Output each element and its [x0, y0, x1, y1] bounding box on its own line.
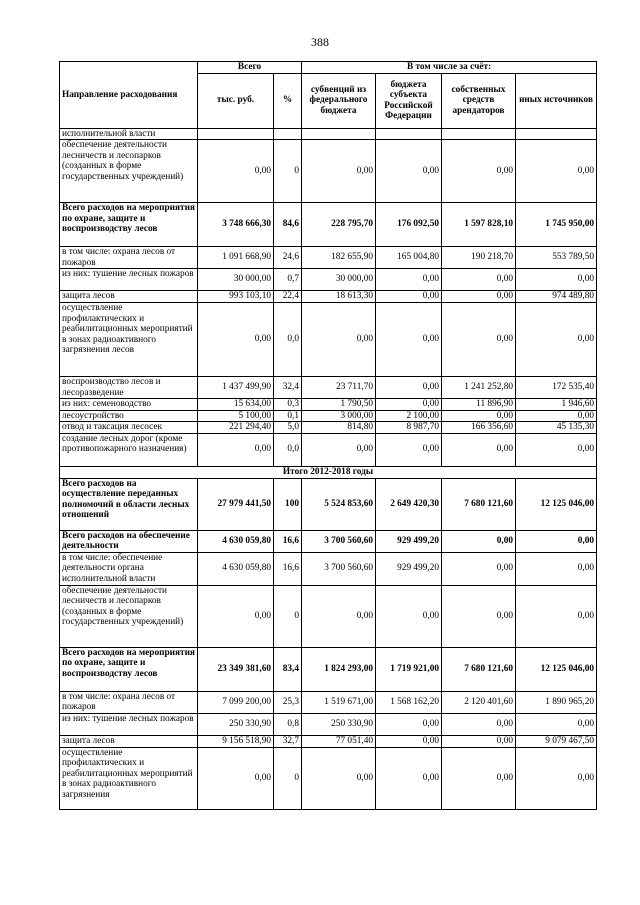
cell-total-percent: 0,7	[274, 269, 302, 291]
cell-tenants: 0,00	[442, 410, 516, 422]
cell-total-percent	[274, 128, 302, 140]
cell-total-percent: 32,4	[274, 377, 302, 399]
page-number: 388	[311, 35, 329, 49]
cell-total-thous-rub: 30 000,00	[198, 269, 274, 291]
cell-other	[516, 128, 597, 140]
cell-total-percent: 0,8	[274, 713, 302, 735]
cell-subject: 0,00	[376, 269, 442, 291]
cell-federal: 228 795,70	[302, 203, 376, 247]
row-label: создание лесных дорог (кроме противопожарного назначения)	[60, 433, 198, 466]
cell-total-percent: 16,6	[274, 530, 302, 552]
row-label: Всего расходов на осуществление переданных полномочий в области лесных отношений	[60, 478, 198, 530]
cell-tenants: 7 680 121,60	[442, 478, 516, 530]
cell-subject: 165 004,80	[376, 247, 442, 269]
cell-tenants: 7 680 121,60	[442, 647, 516, 691]
cell-tenants: 0,00	[442, 291, 516, 303]
cell-other: 45 135,30	[516, 422, 597, 434]
row-label: в том числе: обеспечение деятельности органа исполнительной власти	[60, 552, 198, 585]
header-thous-rub: тыс. руб.	[198, 73, 274, 128]
cell-total-thous-rub: 1 437 499,90	[198, 377, 274, 399]
header-direction: Направление расходования	[60, 62, 198, 129]
cell-total-percent: 0,0	[274, 433, 302, 466]
cell-tenants: 190 218,70	[442, 247, 516, 269]
row-label: защита лесов	[60, 735, 198, 747]
cell-total-thous-rub: 0,00	[198, 747, 274, 809]
cell-tenants: 0,00	[442, 269, 516, 291]
table-body-after-section	[60, 478, 597, 809]
cell-total-thous-rub: 7 099 200,00	[198, 691, 274, 713]
cell-subject: 0,00	[376, 713, 442, 735]
table-row	[60, 399, 597, 411]
cell-federal: 23 711,70	[302, 377, 376, 399]
table-row	[60, 735, 597, 747]
cell-other: 0,00	[516, 433, 597, 466]
row-label: Всего расходов на мероприятия по охране, защите и воспроизводству лесов	[60, 203, 198, 247]
row-label: в том числе: охрана лесов от пожаров	[60, 247, 198, 269]
cell-federal: 3 000,00	[302, 410, 376, 422]
table-row	[60, 303, 597, 377]
cell-subject: 0,00	[376, 140, 442, 203]
row-label: из них: тушение лесных пожаров	[60, 269, 198, 291]
cell-federal: 0,00	[302, 303, 376, 377]
table-row	[60, 691, 597, 713]
table-row	[60, 585, 597, 647]
cell-tenants: 166 356,60	[442, 422, 516, 434]
cell-subject: 929 499,20	[376, 552, 442, 585]
table-row	[60, 422, 597, 434]
table-row	[60, 269, 597, 291]
row-label: осуществление профилактических и реабилитационных мероприятий в зонах радиоактивного загрязнения лесов	[60, 303, 198, 377]
header-including: В том числе за счёт:	[302, 62, 597, 74]
cell-subject: 0,00	[376, 747, 442, 809]
cell-tenants: 0,00	[442, 140, 516, 203]
cell-federal: 0,00	[302, 433, 376, 466]
cell-other: 172 535,40	[516, 377, 597, 399]
row-label: в том числе: охрана лесов от пожаров	[60, 691, 198, 713]
table-row	[60, 203, 597, 247]
expenditure-table	[59, 61, 597, 810]
cell-federal: 5 524 853,60	[302, 478, 376, 530]
section-row-group	[60, 466, 597, 478]
table-row	[60, 552, 597, 585]
row-label: из них: семеноводство	[60, 399, 198, 411]
cell-federal: 1 519 671,00	[302, 691, 376, 713]
table-row	[60, 747, 597, 809]
cell-subject: 0,00	[376, 291, 442, 303]
cell-tenants: 0,00	[442, 530, 516, 552]
cell-subject: 1 719 921,00	[376, 647, 442, 691]
cell-total-percent: 0	[274, 585, 302, 647]
table-row	[60, 247, 597, 269]
cell-total-thous-rub: 9 156 518,90	[198, 735, 274, 747]
cell-tenants: 1 241 252,80	[442, 377, 516, 399]
cell-other: 553 789,50	[516, 247, 597, 269]
cell-total-thous-rub: 0,00	[198, 140, 274, 203]
row-label: защита лесов	[60, 291, 198, 303]
cell-total-thous-rub	[198, 128, 274, 140]
cell-tenants: 0,00	[442, 433, 516, 466]
cell-subject: 2 649 420,30	[376, 478, 442, 530]
cell-total-thous-rub: 221 294,40	[198, 422, 274, 434]
row-label: обеспечение деятельности лесничеств и лесопарков (созданных в форме государственных учреждений)	[60, 585, 198, 647]
cell-tenants: 0,00	[442, 303, 516, 377]
cell-total-percent: 0	[274, 747, 302, 809]
cell-tenants: 11 896,90	[442, 399, 516, 411]
cell-total-percent: 84,6	[274, 203, 302, 247]
cell-total-percent: 0	[274, 140, 302, 203]
cell-total-thous-rub: 250 330,90	[198, 713, 274, 735]
table-row	[60, 410, 597, 422]
cell-total-percent: 5,0	[274, 422, 302, 434]
cell-federal: 77 051,40	[302, 735, 376, 747]
cell-other: 0,00	[516, 552, 597, 585]
cell-total-thous-rub: 5 100,00	[198, 410, 274, 422]
row-label: осуществление профилактических и реабилитационных мероприятий в зонах радиоактивного загрязнения	[60, 747, 198, 809]
table-row	[60, 140, 597, 203]
cell-total-thous-rub: 4 630 059,80	[198, 530, 274, 552]
table-row	[60, 530, 597, 552]
cell-subject: 0,00	[376, 303, 442, 377]
cell-federal: 0,00	[302, 585, 376, 647]
header-federal: субвенций из федерального бюджета	[302, 73, 376, 128]
cell-total-thous-rub: 15 634,00	[198, 399, 274, 411]
section-title: Итого 2012-2018 годы	[60, 466, 597, 478]
row-label: из них: тушение лесных пожаров	[60, 713, 198, 735]
cell-other: 0,00	[516, 747, 597, 809]
cell-other: 0,00	[516, 140, 597, 203]
cell-tenants: 0,00	[442, 713, 516, 735]
cell-other: 0,00	[516, 410, 597, 422]
cell-subject: 929 499,20	[376, 530, 442, 552]
cell-total-percent: 83,4	[274, 647, 302, 691]
table-row	[60, 478, 597, 530]
cell-subject: 0,00	[376, 585, 442, 647]
cell-federal: 1 824 293,00	[302, 647, 376, 691]
cell-total-percent: 22,4	[274, 291, 302, 303]
header-other: иных источников	[516, 73, 597, 128]
row-label: обеспечение деятельности лесничеств и лесопарков (созданных в форме государственных учреждений)	[60, 140, 198, 203]
cell-federal: 0,00	[302, 140, 376, 203]
table-row	[60, 433, 597, 466]
cell-tenants: 1 597 828,10	[442, 203, 516, 247]
header-subject: бюджета субъекта Российской Федерации	[376, 73, 442, 128]
cell-total-percent: 16,6	[274, 552, 302, 585]
cell-subject: 8 987,70	[376, 422, 442, 434]
cell-subject: 0,00	[376, 735, 442, 747]
cell-tenants: 0,00	[442, 585, 516, 647]
table-row	[60, 647, 597, 691]
cell-federal: 182 655,90	[302, 247, 376, 269]
cell-total-percent: 0,3	[274, 399, 302, 411]
cell-federal: 3 700 560,60	[302, 530, 376, 552]
cell-total-percent: 0,1	[274, 410, 302, 422]
cell-total-thous-rub: 3 748 666,30	[198, 203, 274, 247]
row-label: воспроизводство лесов и лесоразведение	[60, 377, 198, 399]
cell-subject: 1 568 162,20	[376, 691, 442, 713]
table-row	[60, 713, 597, 735]
cell-tenants	[442, 128, 516, 140]
cell-other: 1 946,60	[516, 399, 597, 411]
cell-total-thous-rub: 0,00	[198, 303, 274, 377]
cell-total-thous-rub: 0,00	[198, 433, 274, 466]
row-label: Всего расходов на обеспечение деятельности	[60, 530, 198, 552]
cell-federal: 30 000,00	[302, 269, 376, 291]
cell-other: 0,00	[516, 585, 597, 647]
cell-federal: 18 613,30	[302, 291, 376, 303]
table-row	[60, 291, 597, 303]
cell-tenants: 0,00	[442, 552, 516, 585]
header-percent: %	[274, 73, 302, 128]
cell-subject	[376, 128, 442, 140]
cell-other: 0,00	[516, 713, 597, 735]
cell-total-percent: 0,0	[274, 303, 302, 377]
cell-total-thous-rub: 23 349 381,60	[198, 647, 274, 691]
cell-tenants: 0,00	[442, 735, 516, 747]
cell-federal: 0,00	[302, 747, 376, 809]
cell-subject: 0,00	[376, 377, 442, 399]
cell-subject: 176 092,50	[376, 203, 442, 247]
cell-federal: 1 790,50	[302, 399, 376, 411]
cell-total-thous-rub: 993 103,10	[198, 291, 274, 303]
cell-total-thous-rub: 27 979 441,50	[198, 478, 274, 530]
row-label: отвод и таксация лесосек	[60, 422, 198, 434]
header-tenants: собственных средств арендаторов	[442, 73, 516, 128]
cell-other: 0,00	[516, 303, 597, 377]
table-row	[60, 128, 597, 140]
cell-total-thous-rub: 0,00	[198, 585, 274, 647]
cell-subject: 0,00	[376, 433, 442, 466]
cell-tenants: 0,00	[442, 747, 516, 809]
cell-other: 9 079 467,50	[516, 735, 597, 747]
cell-other: 12 125 046,00	[516, 478, 597, 530]
cell-total-percent: 25,3	[274, 691, 302, 713]
cell-subject: 2 100,00	[376, 410, 442, 422]
row-label: исполнительной власти	[60, 128, 198, 140]
cell-other: 12 125 046,00	[516, 647, 597, 691]
cell-total-percent: 32,7	[274, 735, 302, 747]
cell-subject: 0,00	[376, 399, 442, 411]
table-header	[60, 62, 597, 129]
cell-total-percent: 24,6	[274, 247, 302, 269]
table-row	[60, 377, 597, 399]
cell-federal: 814,80	[302, 422, 376, 434]
row-label: Всего расходов на мероприятия по охране, защите и воспроизводству лесов	[60, 647, 198, 691]
cell-other: 1 745 950,00	[516, 203, 597, 247]
cell-federal	[302, 128, 376, 140]
cell-federal: 250 330,90	[302, 713, 376, 735]
table-body-before-section	[60, 128, 597, 466]
cell-other: 0,00	[516, 269, 597, 291]
cell-other: 0,00	[516, 530, 597, 552]
row-label: лесоустройство	[60, 410, 198, 422]
cell-federal: 3 700 560,60	[302, 552, 376, 585]
header-total: Всего	[198, 62, 302, 74]
cell-other: 1 890 965,20	[516, 691, 597, 713]
cell-tenants: 2 120 401,60	[442, 691, 516, 713]
cell-total-thous-rub: 1 091 668,90	[198, 247, 274, 269]
cell-other: 974 489,80	[516, 291, 597, 303]
cell-total-percent: 100	[274, 478, 302, 530]
cell-total-thous-rub: 4 630 059,80	[198, 552, 274, 585]
